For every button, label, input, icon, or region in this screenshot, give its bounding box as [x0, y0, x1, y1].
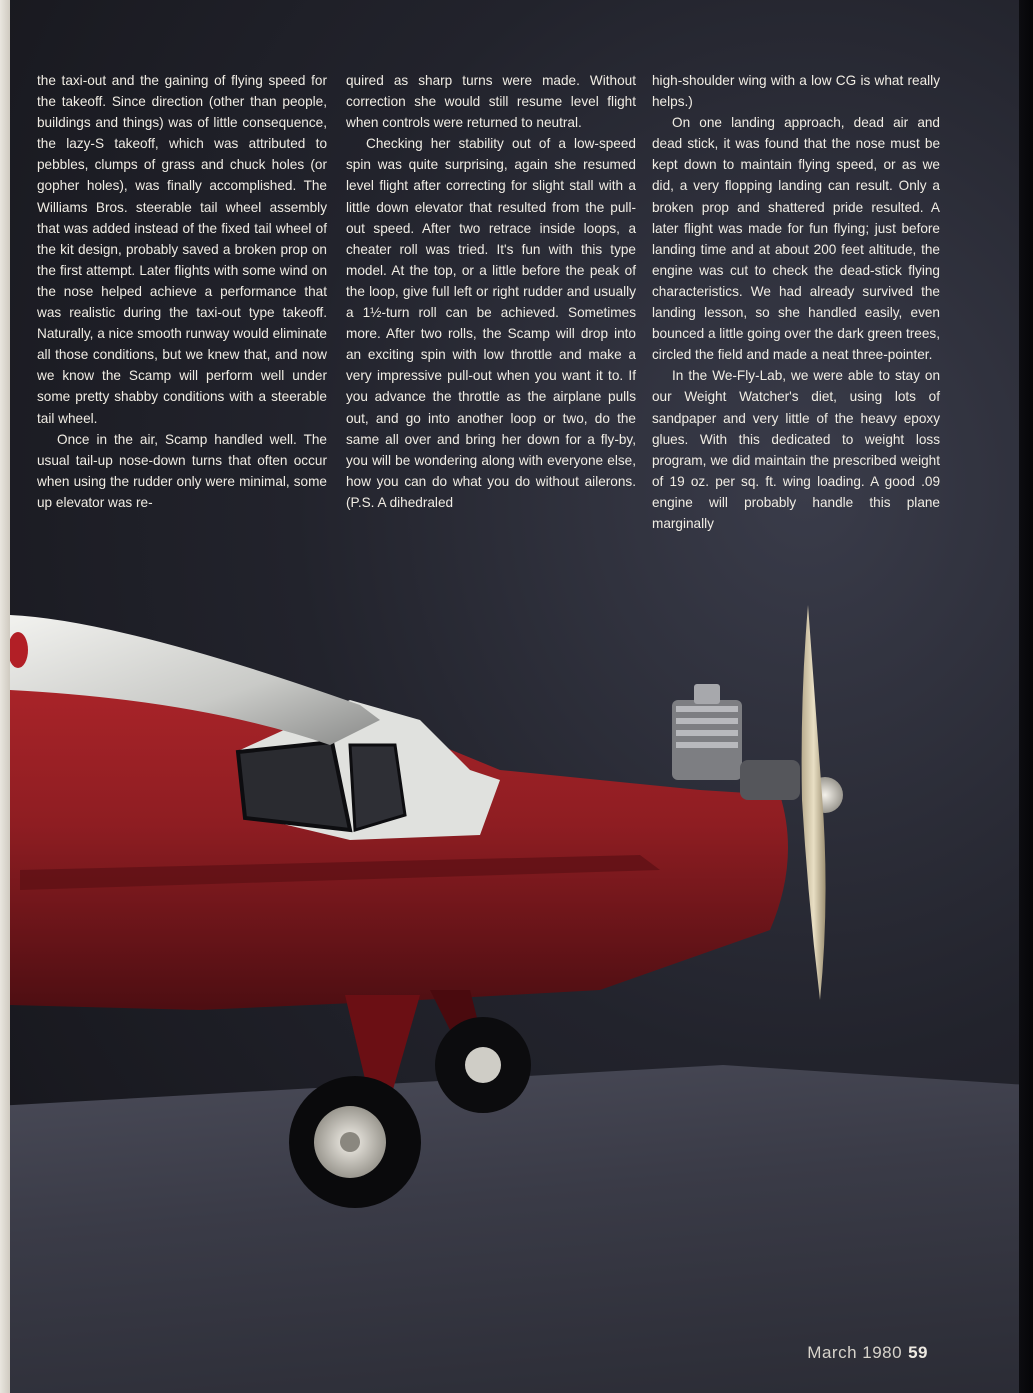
- paragraph: Once in the air, Scamp handled well. The usual tail-up nose-down turns that often occur when using the rudder only were minimal, some up elevator was re-: [37, 431, 327, 510]
- page-left-edge: [0, 0, 10, 1393]
- paragraph: high-shoulder wing with a low CG is what really helps.): [652, 73, 940, 110]
- paragraph: Checking her stability out of a low-speed spin was quite surprising, again she resumed level flight after correcting for slight stall with a little down elevator that resulted from the pull-out speed. After two retrace inside loops, a cheater roll was tried. It's fun with this type model. At the top, or a little before the peak of the loop, give full left or right rudder and usually a 1½-turn roll can be achieved. Sometimes more. After two rolls, the Scamp will drop into an exciting spin with low throttle and make a very impressive pull-out when you want it to. If you advance the throttle as the airplane pulls out, and go into another loop or two, do the same all over and bring her down for a fly-by, you will be wondering along with everyone else, how you can do what you do without ailerons. (P.S. A dihedraled: [346, 136, 636, 510]
- page-right-edge: [1019, 0, 1033, 1393]
- rear-wheel: [435, 1017, 531, 1113]
- issue-date: March 1980: [807, 1343, 903, 1362]
- page-number: 59: [908, 1343, 928, 1362]
- text-column-1: [37, 70, 327, 513]
- propeller: [802, 605, 826, 1000]
- text-column-2: [346, 70, 636, 513]
- text-column-3: [652, 70, 940, 534]
- front-wheel: [289, 1076, 421, 1208]
- paragraph: quired as sharp turns were made. Without correction she would still resume level flight when controls were returned to neutral.: [346, 73, 636, 131]
- paragraph: the taxi-out and the gaining of flying speed for the takeoff. Since direction (other than people, buildings and things) was of little consequence, the lazy-S takeoff, which was attributed to pebbles, clumps of grass and chuck holes (or gopher holes), was finally accomplished. The Williams Bros. steerable tail wheel assembly that was added instead of the fixed tail wheel of the kit design, probably saved a broken prop on the first attempt. Later flights with some wind on the nose helped achieve a performance that was realistic during the taxi-out type takeoff. Naturally, a nice smooth runway would eliminate all those conditions, but we knew that, and now we know the Scamp will perform well under some pretty shabby conditions with a steerable tail wheel.: [37, 73, 327, 426]
- paragraph: On one landing approach, dead air and dead stick, it was found that the nose must be kept down to maintain flying speed, or as we did, a very flopping landing can result. Only a broken prop and shattered pride resulted. A later flight was made for fun flying; just before landing time and at about 200 feet altitude, the engine was cut to check the dead-stick flying characteristics. We had already survived the landing lesson, so she handled easily, even bounced a little going over the dark green trees, circled the field and made a neat three-pointer.: [652, 115, 940, 363]
- paragraph: In the We-Fly-Lab, we were able to stay on our Weight Watcher's diet, using lots of sandpaper and very little of the heavy epoxy glues. With this dedicated to weight loss program, we did maintain the prescribed weight of 19 oz. per sq. ft. wing loading. A good .09 engine will probably handle this plane marginally: [652, 368, 940, 531]
- page-folio: [807, 1343, 928, 1363]
